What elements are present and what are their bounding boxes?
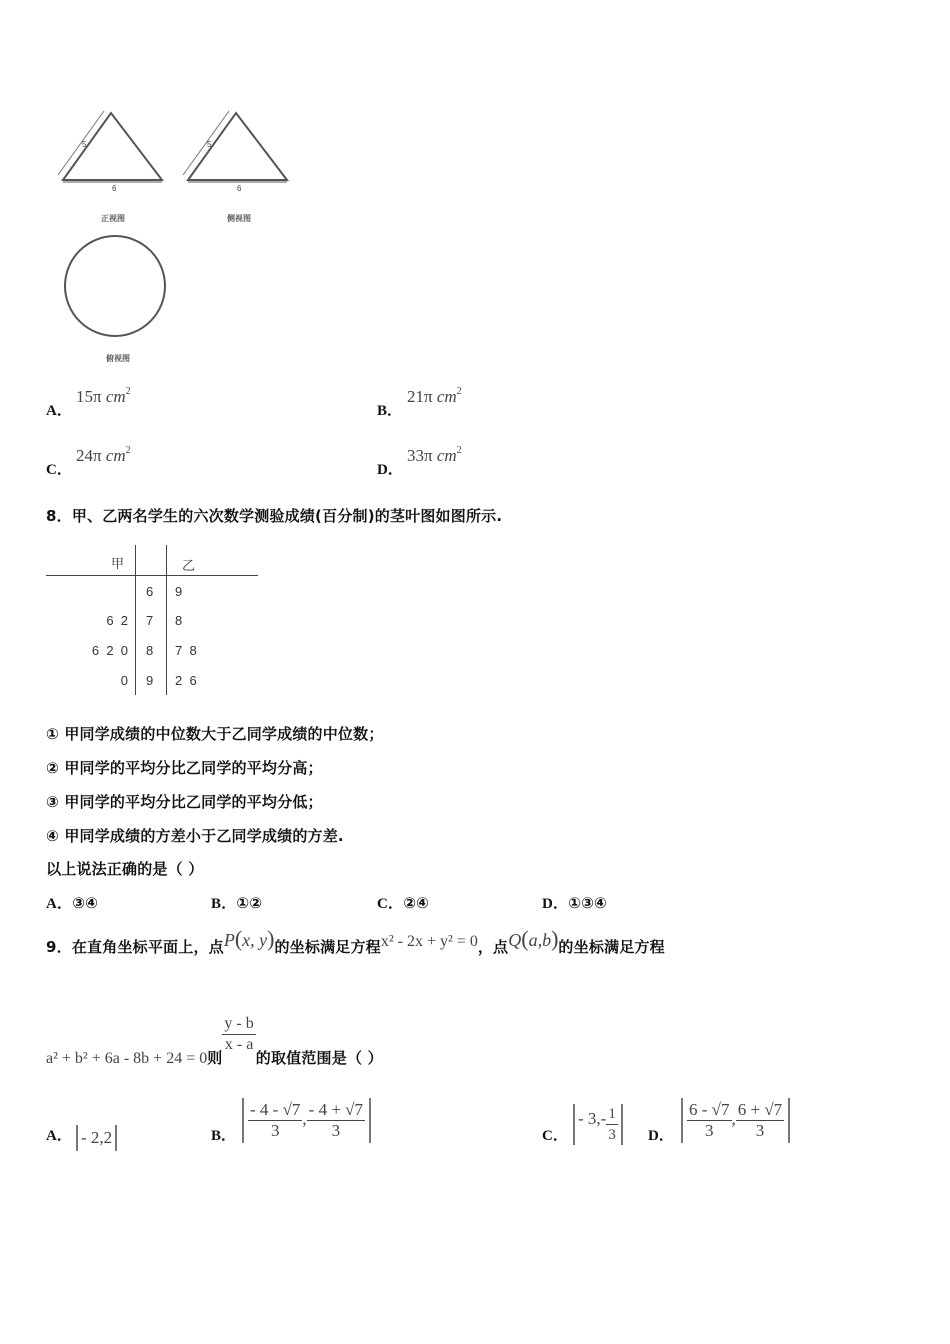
row2-stem: 7 — [146, 613, 154, 628]
q9-option-d-den2: 3 — [755, 1121, 765, 1140]
q9-part4: 的坐标满足方程 — [558, 938, 665, 956]
q7-option-b[interactable] — [377, 386, 677, 420]
row4-stem: 9 — [146, 673, 154, 688]
q8-statement-1: ① 甲同学成绩的中位数大于乙同学成绩的中位数； — [46, 725, 384, 743]
q8-option-a-value: ③④ — [72, 894, 99, 912]
q8-option-b-value: ①② — [236, 894, 263, 912]
side-slant-label: 5 — [207, 140, 212, 149]
q7-option-d-value: 33π $cm^2$ — [407, 445, 462, 465]
q9-option-c-v1: - 3,- — [578, 1109, 607, 1129]
q8-option-b-label: B． — [211, 896, 237, 912]
q7-option-c[interactable] — [46, 445, 346, 479]
q9-option-c-den: 3 — [608, 1127, 616, 1143]
q7-option-c-label: C． — [46, 462, 72, 478]
q9-option-b-num2: - 4 + √7 — [308, 1100, 363, 1119]
q8-option-c-value: ②④ — [403, 894, 430, 912]
q9-option-d-value: $\frac{6 - √7}{3}$ , $\frac{6 + √7}{3}$ — [681, 1098, 790, 1143]
row3-stem: 8 — [146, 643, 154, 658]
q7-option-a[interactable] — [46, 386, 346, 420]
q8-statement-2: ② 甲同学的平均分比乙同学的平均分高； — [46, 759, 323, 777]
q9-equation-2: a² + b² + 6a - 8b + 24 = 0 — [46, 1050, 208, 1067]
front-slant-label: 5 — [82, 140, 87, 149]
q9-fraction-num: y - b — [222, 1014, 255, 1035]
top-view-caption: 俯视图 — [106, 354, 130, 363]
table-vline-left — [135, 545, 136, 695]
q9-stem-line1 — [46, 926, 665, 960]
q9-option-c[interactable] — [542, 1096, 642, 1158]
q9-option-b-num1: - 4 - √7 — [250, 1100, 301, 1119]
q9-part3: ，点 — [477, 938, 509, 956]
q8-question: 以上说法正确的是（ ） — [46, 860, 204, 878]
q9-option-b-den2: 3 — [331, 1121, 341, 1140]
q9-part5: 的取值范围是（ ） — [255, 1049, 383, 1067]
side-view-caption: 侧视图 — [227, 214, 251, 223]
front-base-label: 6 — [112, 184, 117, 193]
row1-stem: 6 — [146, 584, 154, 599]
side-view-figure — [175, 105, 300, 200]
q8-option-d-value: ①③④ — [568, 894, 607, 912]
q9-option-b-value: $\frac{- 4 - √7}{3}$ , $\frac{- 4 + √7}{3}$ — [242, 1098, 371, 1143]
front-view-caption: 正视图 — [101, 214, 125, 223]
q9-option-b[interactable] — [211, 1096, 411, 1158]
q8-option-a-label: A． — [46, 896, 73, 912]
row2-right: 8 — [175, 613, 183, 628]
q8-option-d-label: D． — [542, 896, 569, 912]
q9-point-q: Q(a,b) — [508, 926, 559, 951]
q8-option-b[interactable] — [211, 892, 262, 913]
row4-left: 0 — [120, 673, 128, 688]
q7-option-c-value: 24π $cm^2$ — [76, 445, 131, 465]
q9-equation-1: x² - 2x + y² = 0 — [380, 933, 478, 950]
row2-left: 6 2 — [106, 613, 128, 628]
q9-fraction-den: x - a — [224, 1036, 254, 1053]
q9-option-c-num: 1 — [606, 1104, 618, 1125]
q9-option-d-num2: 6 + √7 — [737, 1100, 783, 1119]
q8-statement-3: ③ 甲同学的平均分比乙同学的平均分低； — [46, 793, 323, 811]
q8-option-c[interactable] — [377, 892, 429, 913]
q9-part1: 9．在直角坐标平面上，点 — [46, 938, 224, 956]
q9-option-d-label: D． — [648, 1128, 674, 1144]
table-right-header: 乙 — [182, 558, 196, 573]
q7-option-d[interactable] — [377, 445, 677, 479]
q7-option-a-value: 15π $cm^2$ — [76, 386, 131, 406]
top-view-figure — [60, 232, 170, 342]
q9-option-b-den1: 3 — [270, 1121, 280, 1140]
row1-right: 9 — [175, 584, 183, 599]
stem-leaf-table — [46, 545, 258, 697]
q7-option-a-label: A． — [46, 403, 72, 419]
table-hline — [46, 575, 258, 576]
row3-right: 7 8 — [175, 643, 197, 658]
q7-option-b-label: B． — [377, 403, 403, 419]
q9-stem-line2 — [46, 1012, 383, 1067]
row4-right: 2 6 — [175, 673, 197, 688]
q9-option-d[interactable] — [648, 1096, 828, 1158]
q9-option-a-label: A． — [46, 1128, 72, 1144]
q9-part2: 的坐标满足方程 — [274, 938, 381, 956]
q9-point-p: P(x, y) — [223, 926, 275, 951]
q8-option-a[interactable] — [46, 892, 98, 913]
q9-option-b-label: B． — [211, 1128, 237, 1144]
q9-then: 则 — [207, 1049, 223, 1067]
q7-option-d-label: D． — [377, 462, 403, 478]
q9-option-d-den1: 3 — [705, 1121, 714, 1140]
table-vline-right — [166, 545, 167, 695]
table-left-header: 甲 — [111, 556, 125, 571]
row3-left: 6 2 0 — [91, 643, 128, 658]
q7-option-b-value: 21π $cm^2$ — [407, 386, 462, 406]
q8-stem: 8．甲、乙两名学生的六次数学测验成绩(百分制)的茎叶图如图所示. — [46, 507, 503, 525]
q8-option-d[interactable] — [542, 892, 607, 913]
q8-statement-4: ④ 甲同学成绩的方差小于乙同学成绩的方差. — [46, 827, 344, 845]
q9-fraction — [222, 1014, 255, 1055]
q8-option-c-label: C． — [377, 896, 404, 912]
q9-option-c-label: C． — [542, 1128, 568, 1144]
q9-option-d-num1: 6 - √7 — [689, 1100, 730, 1119]
side-base-label: 6 — [237, 184, 242, 193]
q9-option-a[interactable] — [46, 1100, 196, 1160]
front-view-figure — [50, 105, 175, 200]
q9-option-a-value: - 2,2 — [76, 1125, 117, 1151]
q9-option-c-value — [573, 1104, 623, 1145]
